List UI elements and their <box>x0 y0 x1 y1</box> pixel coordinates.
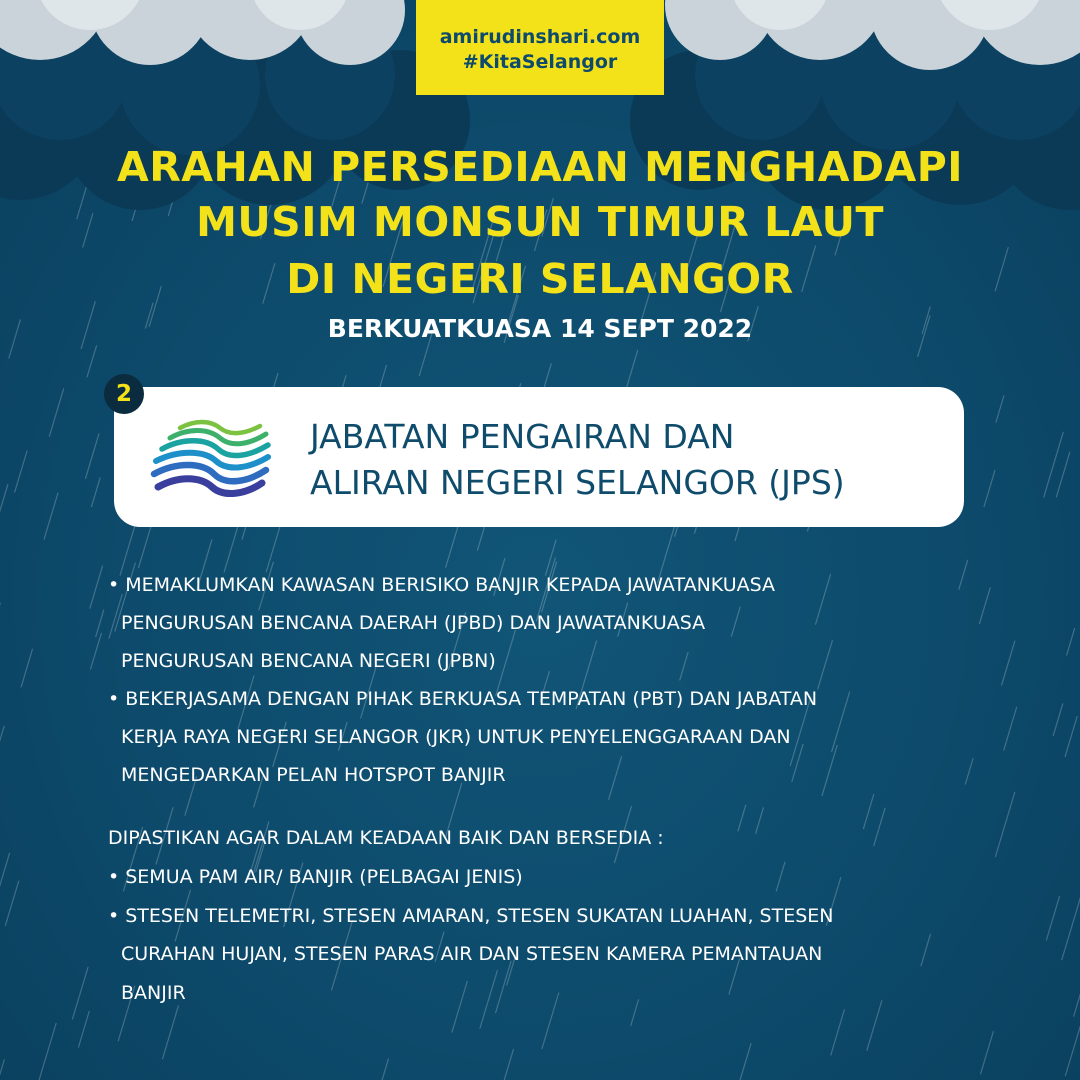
agency-name-line-2: ALIRAN NEGERI SELANGOR (JPS) <box>310 463 845 502</box>
rain-streak <box>44 493 58 539</box>
rain-streak <box>90 566 103 608</box>
rain-streak <box>0 853 10 898</box>
rain-streak <box>1053 704 1062 736</box>
rain-streak <box>1074 981 1080 1016</box>
agency-name <box>310 414 950 506</box>
rain-streak <box>1046 896 1059 940</box>
rain-streak <box>87 346 96 377</box>
title-line-1: ARAHAN PERSEDIAAN MENGHADAPI <box>116 143 964 191</box>
rain-streak <box>831 1010 845 1055</box>
rain-streak <box>864 795 874 829</box>
rain-streak <box>79 1011 90 1047</box>
readiness-heading: DIPASTIKAN AGAR DALAM KEADAAN BAIK DAN BERSEDIA : <box>108 827 664 849</box>
rain-streak <box>0 1060 4 1080</box>
rain-streak <box>5 881 18 925</box>
hashtag-label: #KitaSelangor <box>462 50 618 73</box>
agency-name-line-1: JABATAN PENGAIRAN DAN <box>310 417 735 456</box>
bullet-4-line-2: CURAHAN HUJAN, STESEN PARAS AIR DAN STESEN KAMERA PEMANTAUAN <box>121 943 823 965</box>
bullet-1-line-1: • MEMAKLUMKAN KAWASAN BERISIKO BANJIR KEPADA JAWATANKUASA <box>108 574 776 596</box>
bullet-1-line-3: PENGURUSAN BENCANA NEGERI (JPBN) <box>121 650 496 672</box>
rain-streak <box>867 1001 882 1051</box>
rain-streak <box>91 633 102 669</box>
rain-streak <box>49 389 63 436</box>
bullet-2-line-1: • BEKERJASAMA DENGAN PIHAK BERKUASA TEMPATAN (PBT) DAN JABATAN <box>108 688 818 710</box>
rain-streak <box>370 1059 389 1080</box>
website-label: amirudinshari.com <box>439 25 641 48</box>
rain-streak <box>36 1023 57 1080</box>
bullet-4-line-1: • STESEN TELEMETRI, STESEN AMARAN, STESEN SUKATAN LUAHAN, STESEN <box>108 905 834 927</box>
rain-streak <box>984 470 995 506</box>
title-line-3: DI NEGERI SELANGOR <box>286 255 794 303</box>
rain-streak <box>15 451 27 492</box>
rain-streak <box>163 1006 179 1059</box>
rain-streak <box>96 610 104 636</box>
rain-streak <box>73 967 89 1019</box>
rain-streak <box>996 396 1004 422</box>
jps-waves-logo-icon <box>150 418 274 498</box>
rain-streak <box>732 1044 751 1080</box>
header-tag <box>416 0 664 95</box>
rain-streak <box>92 478 101 507</box>
bullet-2-line-3: MENGEDARKAN PELAN HOTSPOT BANJIR <box>121 764 506 786</box>
bullet-1-line-2: PENGURUSAN BENCANA DAERAH (JPBD) DAN JAWATANKUASA <box>121 612 706 634</box>
effective-date: BERKUATKUASA 14 SEPT 2022 <box>327 314 753 343</box>
title-line-2: MUSIM MONSUN TIMUR LAUT <box>196 198 884 246</box>
rain-streak <box>1065 717 1077 757</box>
rain-streak <box>1065 1012 1080 1076</box>
bullet-4-line-3: BANJIR <box>121 982 186 1004</box>
bullet-3-line-1: • SEMUA PAM AIR/ BANJIR (PELBAGAI JENIS) <box>108 866 523 888</box>
rain-streak <box>1056 452 1069 497</box>
item-number-badge: 2 <box>104 374 144 414</box>
rain-streak <box>21 649 32 687</box>
rain-streak <box>1062 893 1080 960</box>
rain-streak <box>0 485 8 536</box>
rain-streak <box>1067 628 1075 655</box>
rain-streak <box>0 726 4 756</box>
rain-streak <box>981 1032 994 1074</box>
rain-streak <box>86 434 99 479</box>
rain-streak <box>266 524 280 572</box>
bullet-2-line-2: KERJA RAYA NEGERI SELANGOR (JKR) UNTUK PENYELENGGARAAN DAN <box>121 726 791 748</box>
rain-streak <box>494 1049 513 1080</box>
rain-streak <box>1044 432 1063 497</box>
